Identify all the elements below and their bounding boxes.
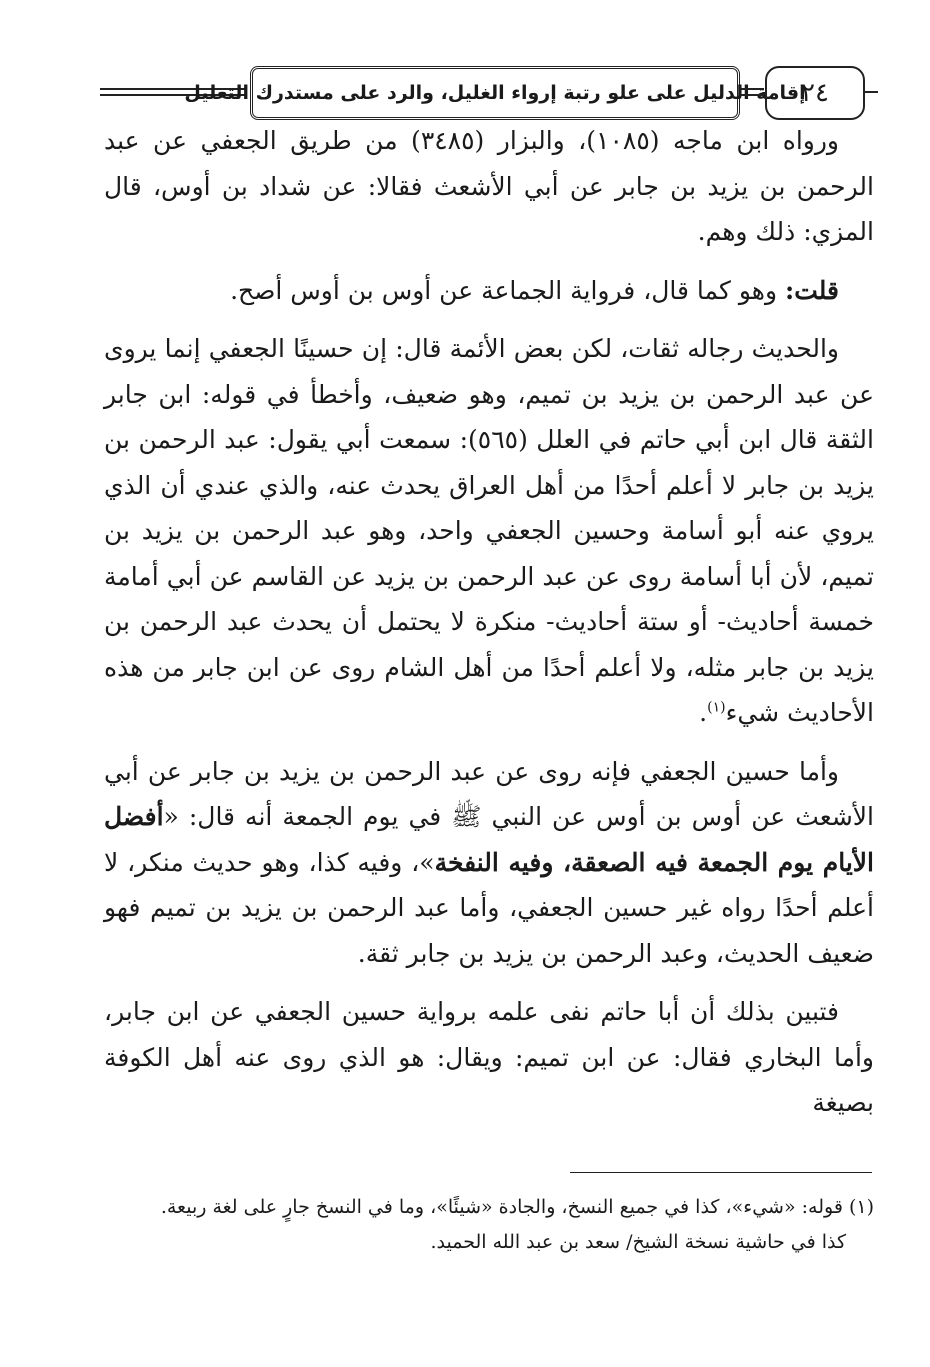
page-number-text: ٢٤ [801, 78, 829, 108]
paragraph-text: وهو كما قال، فرواية الجماعة عن أوس بن أوس أصح. [230, 275, 785, 305]
paragraph-2 [104, 268, 874, 314]
paragraph-tail: . [699, 698, 708, 727]
header-rule-right [864, 91, 878, 93]
paragraph-5 [104, 989, 874, 1126]
header-rule-middle [740, 88, 764, 90]
paragraph-text: والحديث رجاله ثقات، لكن بعض الأئمة قال: إن حسينًا الجعفي إنما يروى عن عبد الرحمن بن يزيد بن تميم، وهو ضعيف، وأخطأ في قوله: ابن جابر الثقة قال ابن أبي حاتم في العلل (٥٦٥): سمعت أبي يقول: عبد الرحمن بن يزيد بن جابر لا أعلم أحدًا من أهل العراق يحدث عنه، والذي عندي أن الذي يروي عنه أبو أسامة وحسين الجعفي واحد، وهو عبد الرحمن بن يزيد بن تميم، لأن أبا أسامة روى عن عبد الرحمن بن يزيد عن القاسم عن أبي أمامة خمسة أحاديث- أو ستة أحاديث- منكرة لا يحتمل أن يحدث عبد الرحمن بن يزيد بن جابر مثله، ولا أعلم أحدًا من أهل الشام روى عن ابن جابر من هذه الأحاديث شيء [104, 334, 874, 727]
footnote-separator [570, 1172, 872, 1173]
paragraph-lead: قلت: [784, 275, 839, 305]
paragraph-text: فتبين بذلك أن أبا حاتم نفى علمه برواية حسين الجعفي عن ابن جابر، وأما البخاري فقال: عن ابن تميم: ويقال: هو الذي روى عنه أهل الكوفة بصيغة [104, 997, 874, 1117]
footnote [104, 1190, 874, 1260]
hadith-quote: أفضل الأيام يوم الجمعة فيه الصعقة، وفيه النفخة [104, 802, 874, 877]
header-rule-middle [740, 94, 764, 96]
footnote-line: كذا في حاشية نسخة الشيخ/ سعد بن عبد الله الحميد. [430, 1231, 846, 1253]
paragraph-1 [104, 118, 874, 255]
running-title-text: إقامة الدليل على علو رتبة إرواء الغليل، والرد على مستدرك التعليل [184, 82, 806, 104]
footnote-line: (١) قوله: «شيء»، كذا في جميع النسخ، والجادة «شيئًا»، وما في النسخ جارٍ على لغة ربيعة. [160, 1196, 874, 1218]
page-number [765, 66, 865, 120]
footnote-reference: (١) [707, 699, 726, 716]
paragraph-4 [104, 749, 874, 977]
main-text [104, 118, 874, 1139]
running-title [184, 66, 806, 120]
paragraph-text: ورواه ابن ماجه (١٠٨٥)، والبزار (٣٤٨٥) من طريق الجعفي عن عبد الرحمن بن يزيد بن جابر عن أبي الأشعث فقالا: عن شداد بن أوس، قال المزي: ذلك وهم. [104, 126, 874, 246]
paragraph-3 [104, 326, 874, 736]
paragraph-text: »، وفيه كذا، وهو حديث منكر، لا أعلم أحدًا رواه غير حسين الجعفي، وأما عبد الرحمن بن يزيد بن تميم فهو ضعيف الحديث، وعبد الرحمن بن يزيد بن جابر ثقة. [104, 847, 874, 968]
paragraph-text: وأما حسين الجعفي فإنه روى عن عبد الرحمن بن يزيد بن جابر عن أبي الأشعث عن أوس بن أوس عن النبي ﷺ في يوم الجمعة أنه قال: « [104, 756, 874, 831]
